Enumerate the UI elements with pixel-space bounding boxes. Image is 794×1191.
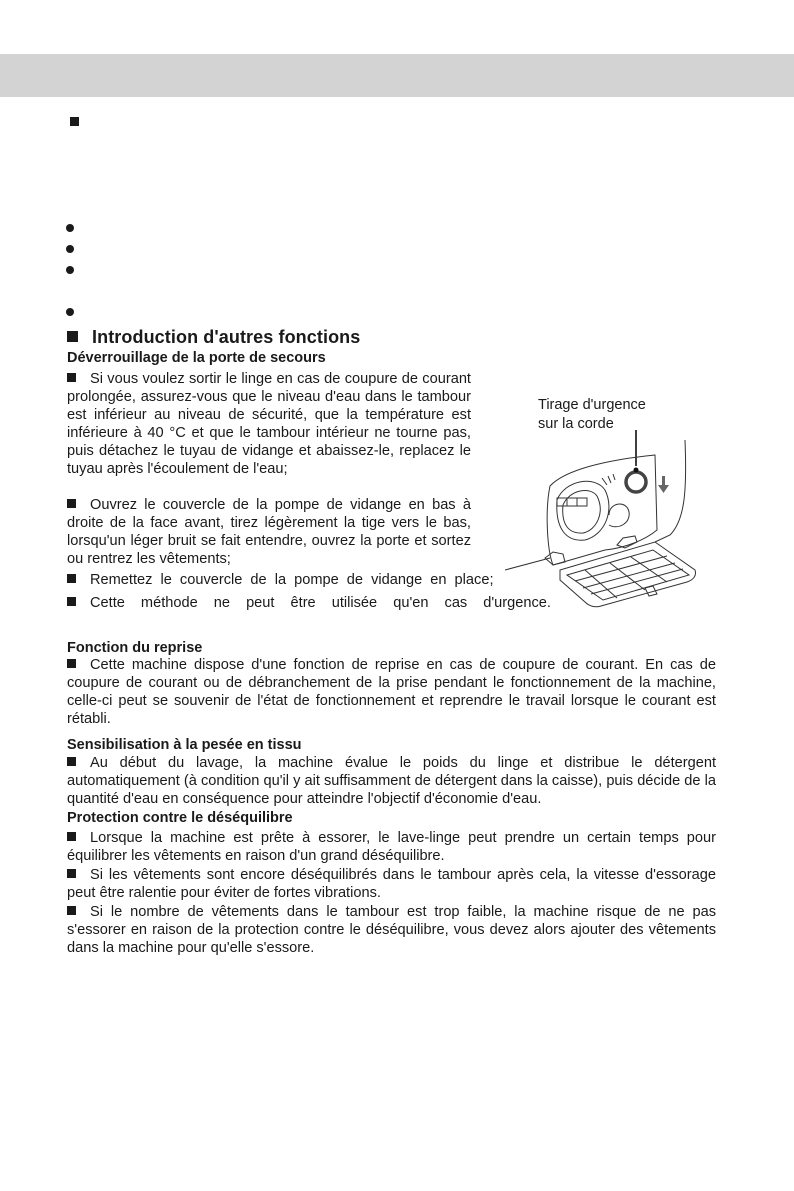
section-title: Introduction d'autres fonctions [67,327,360,348]
round-bullet-icon [66,245,74,253]
square-bullet-icon [67,499,76,508]
paragraph-imbalance-1: Lorsque la machine est prête à essorer, le lave-linge peut prendre un certain temps pour équilibrer les vêtements en raison d'un grand déséquilibre. [67,830,716,864]
paragraph-weighing: Au début du lavage, la machine évalue le poids du linge et distribue le détergent automatiquement (à condition qu'il y ait suffisamment de détergent dans la caisse), puis décide de la quantité d'eau en conséquence pour atteindre l'objectif d'économie d'eau. [67,755,716,807]
round-bullet-icon [66,266,74,274]
subsection-heading-resume: Fonction du reprise [67,640,203,656]
paragraph-imbalance-3: Si le nombre de vêtements dans le tambour est trop faible, la machine risque de ne pas s'essorer en raison de la protection contre le déséquilibre, vous devez alors ajouter des vêtements dans la machine pour qu'elle s'essore. [67,904,716,956]
paragraph-emergency-2: Ouvrez le couvercle de la pompe de vidange en bas à droite de la face avant, tirez légèrement la tige vers le bas, lorsqu'un léger bruit se fait entendre, ouvrez la porte et sortez ou rentrez les vêtements; [67,497,471,567]
subsection-heading-emergency-door: Déverrouillage de la porte de secours [67,350,326,366]
paragraph-emergency-3: Remettez le couvercle de la pompe de vidange en place; [67,571,521,589]
paragraph-emergency-4: Cette méthode ne peut être utilisée qu'en cas d'urgence. [67,594,557,612]
paragraph-emergency-1: Si vous voulez sortir le linge en cas de coupure de courant prolongée, assurez-vous que le niveau d'eau dans le tambour est inférieur au niveau de sécurité, que la température est inférieure à 40 °C et que le tambour intérieur ne tourne pas, puis détachez le tuyau de vidange et abaissez-le, replacez le tuyau après l'écoulement de l'eau; [67,371,471,477]
square-bullet-icon [67,757,76,766]
drain-pump-figure [505,430,705,610]
subsection-heading-weighing: Sensibilisation à la pesée en tissu [67,737,302,753]
square-bullet-icon [67,659,76,668]
paragraph-resume: Cette machine dispose d'une fonction de reprise en cas de coupure de courant. En cas de coupure de courant ou de débranchement de la prise pendant le fonctionnement de la machine, celle-ci peut se souvenir de l'état de fonctionnement et reprendre le travail lorsque le courant est rétabli. [67,657,716,727]
square-bullet-icon [67,906,76,915]
subsection-heading-imbalance: Protection contre le déséquilibre [67,810,293,826]
square-bullet-icon [70,117,79,126]
square-bullet-icon [67,574,76,583]
figure-caption: Tirage d'urgence sur la corde [538,397,646,432]
round-bullet-icon [66,224,74,232]
round-bullet-icon [66,308,74,316]
paragraph-imbalance-2: Si les vêtements sont encore déséquilibrés dans le tambour après cela, la vitesse d'essorage peut être ralentie pour éviter de fortes vibrations. [67,867,716,901]
header-bar [0,54,794,97]
down-arrow-icon [658,476,669,493]
square-bullet-icon [67,331,78,342]
emergency-pull-ring-icon [626,472,646,492]
square-bullet-icon [67,832,76,841]
square-bullet-icon [67,597,76,606]
square-bullet-icon [67,373,76,382]
square-bullet-icon [67,869,76,878]
